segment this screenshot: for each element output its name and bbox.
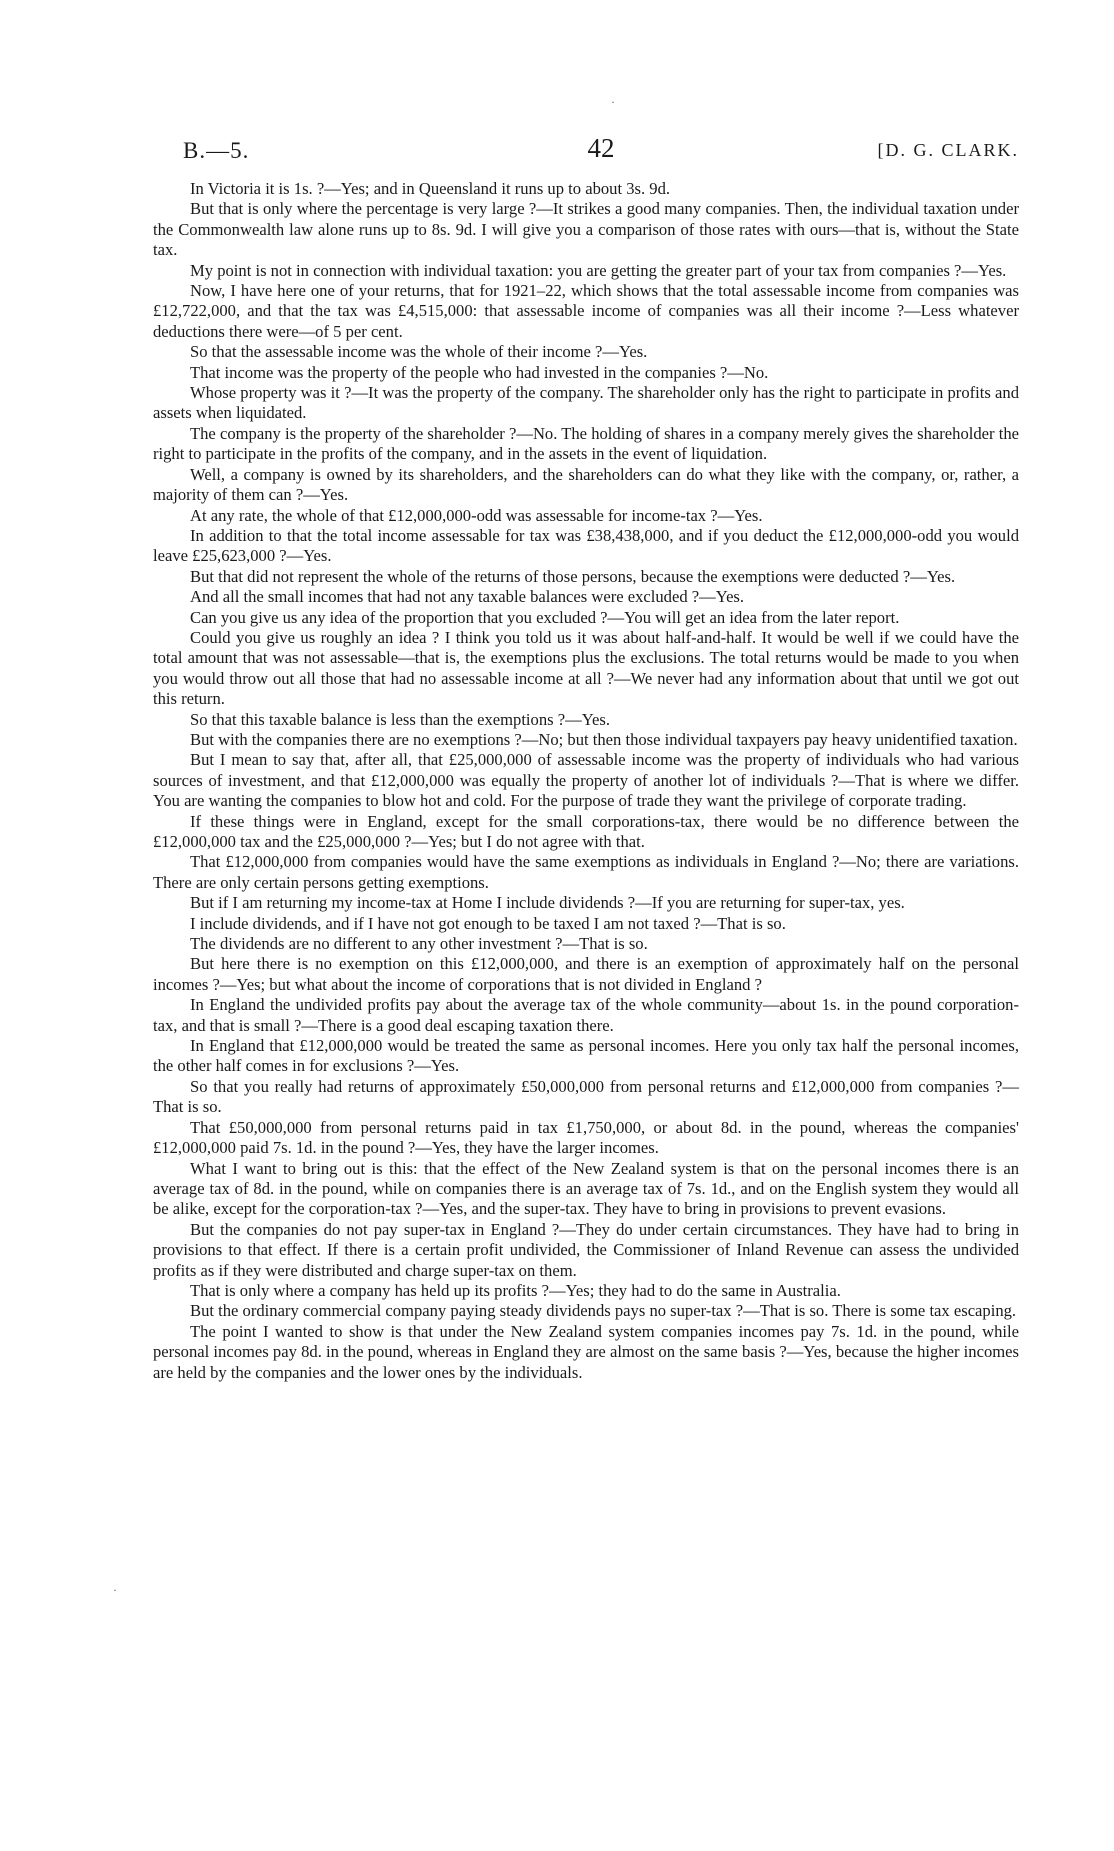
paragraph: So that you really had returns of approximately £50,000,000 from personal returns and £12,000,000 from companies ?—That is so.	[153, 1076, 1019, 1117]
paragraph: The company is the property of the shareholder ?—No. The holding of shares in a company merely gives the shareholder the right to participate in the profits of the company, and in the assets in the event of liquidation.	[153, 423, 1019, 464]
paragraph: Whose property was it ?—It was the property of the company. The shareholder only has the right to participate in profits and assets when liquidated.	[153, 383, 1019, 423]
paragraph: In Victoria it is 1s. ?—Yes; and in Queensland it runs up to about 3s. 9d.	[190, 179, 671, 198]
paragraph: Well, a company is owned by its shareholders, and the shareholders can do what they like with the company, or, rather, a majority of them can ?—Yes.	[153, 464, 1019, 505]
document-body	[153, 179, 1019, 1383]
witness-name: [D. G. CLARK.	[877, 140, 1019, 160]
paragraph: But the companies do not pay super-tax in England ?—They do under certain circumstances. They have had to bring in provisions to that effect. If there is a certain profit undivided, the Commissioner of Inland Revenue can assess the undivided profits as if they were distributed and charge super-tax on them.	[153, 1219, 1019, 1280]
paragraph: And all the small incomes that had not any taxable balances were excluded ?—Yes.	[190, 587, 745, 607]
paragraph: But if I am returning my income-tax at Home I include dividends ?—If you are returning for super-tax, yes.	[190, 893, 905, 913]
paragraph: I include dividends, and if I have not got enough to be taxed I am not taxed ?—That is so.	[190, 913, 786, 933]
paragraph: What I want to bring out is this: that the effect of the New Zealand system is that on the personal incomes there is an average tax of 8d. in the pound, while on companies there is an average tax of 7s. 1d., and on the English system they would all be alike, except for the corporation-tax ?—Yes, and the super-tax. They have to bring in provisions to prevent evasions.	[153, 1158, 1019, 1219]
paragraph: My point is not in connection with individual taxation: you are getting the greater part of your tax from companies ?—Yes.	[190, 260, 1007, 280]
paragraph: Now, I have here one of your returns, that for 1921–22, which shows that the total assessable income from companies was £12,722,000, and that the tax was £4,515,000: that assessable income of companies was all their income ?—Less whatever deductions there were—of 5 per cent.	[153, 281, 1019, 341]
paragraph: That is only where a company has held up its profits ?—Yes; they had to do the same in Australia.	[190, 1280, 841, 1300]
paragraph: In addition to that the total income assessable for tax was £38,438,000, and if you deduct the £12,000,000-odd you would leave £25,623,000 ?—Yes.	[153, 525, 1019, 566]
paragraph: In England that £12,000,000 would be treated the same as personal incomes. Here you only tax half the personal incomes, the other half comes in for exclusions ?—Yes.	[153, 1036, 1019, 1076]
paragraph: But that did not represent the whole of the returns of those persons, because the exemptions were deducted ?—Yes.	[190, 566, 956, 586]
page-number: 42	[587, 133, 615, 163]
page-header	[183, 130, 1019, 170]
paragraph: But with the companies there are no exemptions ?—No; but then those individual taxpayers pay heavy unidentified taxation.	[190, 729, 1018, 749]
paragraph: But the ordinary commercial company paying steady dividends pays no super-tax ?—That is so. There is some tax escaping.	[190, 1301, 1017, 1321]
paragraph: But I mean to say that, after all, that £25,000,000 of assessable income was the property of individuals who had various sources of investment, and that £12,000,000 was equally the property of another lot of individuals ?—That is where we differ. You are wanting the companies to blow hot and cold. For the purpose of trade they want the privilege of corporate trading.	[153, 750, 1019, 811]
paragraph: But that is only where the percentage is very large ?—It strikes a good many companies. Then, the individual taxation under the Commonwealth law alone runs up to 8s. 9d. I will give you a comparison of those rates with ours—that is, without the State tax.	[153, 199, 1019, 260]
paragraph: Can you give us any idea of the proportion that you excluded ?—You will get an idea from the later report.	[190, 607, 900, 627]
paragraph: At any rate, the whole of that £12,000,000-odd was assessable for income-tax ?—Yes.	[190, 505, 763, 525]
paragraph: That income was the property of the people who had invested in the companies ?—No.	[190, 362, 769, 382]
paragraph: Could you give us roughly an idea ? I think you told us it was about half-and-half. It would be well if we could have the total amount that was not assessable—that is, the exemptions plus the exclusions. The total returns would be made to you when you would throw out all those that had no assessable income at all ?—We never had any information about that until we got out this return.	[153, 627, 1019, 709]
paragraph: That £12,000,000 from companies would have the same exemptions as individuals in England ?—No; there are variations. There are only certain persons getting exemptions.	[153, 852, 1019, 892]
paragraph: In England the undivided profits pay about the average tax of the whole community—about 1s. in the pound corporation-tax, and that is small ?—There is a good deal escaping taxation there.	[153, 995, 1019, 1035]
paragraph: The dividends are no different to any other investment ?—That is so.	[190, 934, 648, 954]
document-reference: B.—5.	[183, 138, 250, 163]
scan-mark: ·	[113, 1583, 117, 1597]
scan-mark: ·	[611, 95, 615, 109]
paragraph: If these things were in England, except for the small corporations-tax, there would be no difference between the £12,000,000 tax and the £25,000,000 ?—Yes; but I do not agree with that.	[153, 811, 1019, 851]
paragraph: So that the assessable income was the whole of their income ?—Yes.	[190, 342, 648, 362]
paragraph: So that this taxable balance is less than the exemptions ?—Yes.	[190, 709, 610, 729]
paragraph: But here there is no exemption on this £12,000,000, and there is an exemption of approximately half on the personal incomes ?—Yes; but what about the income of corporations that is not divided in England ?	[153, 954, 1019, 994]
paragraph: That £50,000,000 from personal returns paid in tax £1,750,000, or about 8d. in the pound, whereas the companies' £12,000,000 paid 7s. 1d. in the pound ?—Yes, they have the larger incomes.	[153, 1117, 1019, 1158]
paragraph: The point I wanted to show is that under the New Zealand system companies incomes pay 7s. 1d. in the pound, while personal incomes pay 8d. in the pound, whereas in England they are almost on the same basis ?—Yes, because the higher incomes are held by the companies and the lower ones by the individuals.	[153, 1321, 1019, 1382]
